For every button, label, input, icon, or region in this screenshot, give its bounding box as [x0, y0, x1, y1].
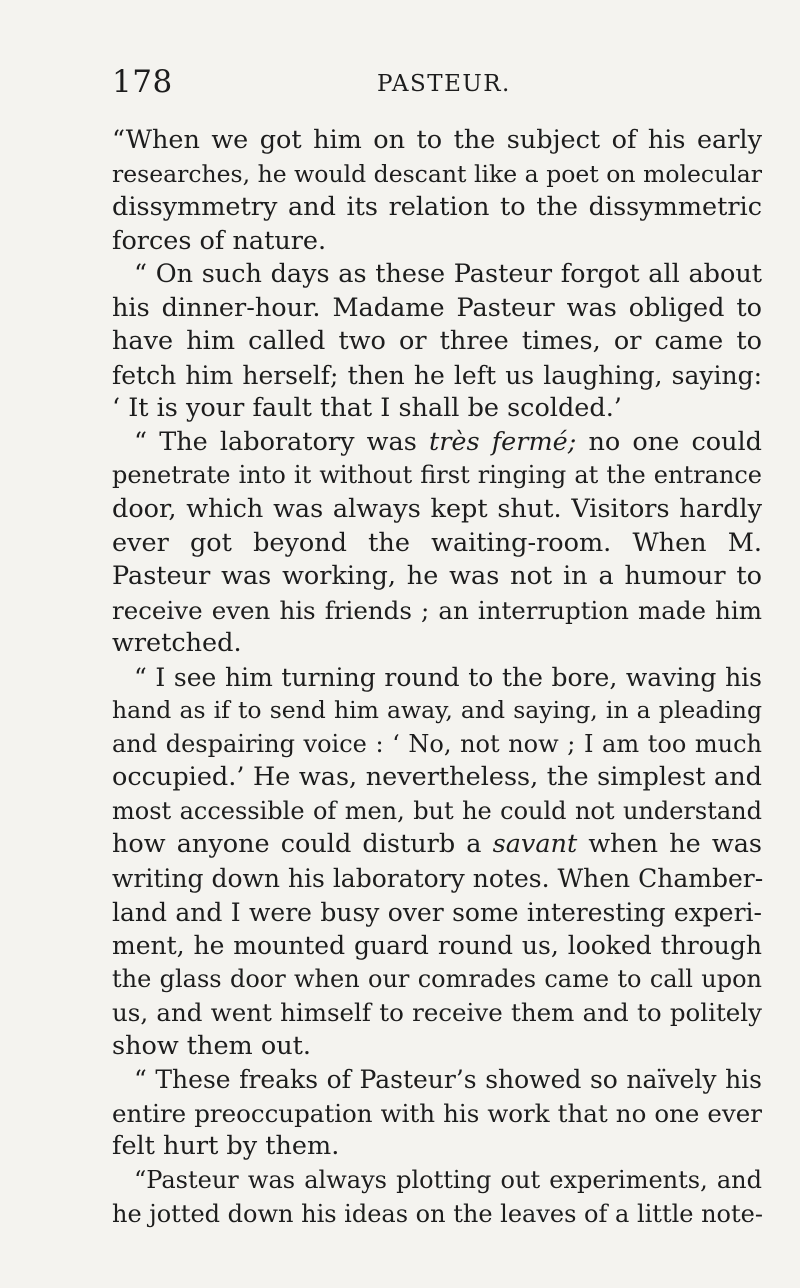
- text-line: penetrate into it without first ringing at the entrance: [112, 461, 762, 490]
- text-line: the glass door when our comrades came to call upon: [112, 964, 762, 993]
- text-segment: how anyone could disturb a: [112, 829, 493, 860]
- text-line: wretched.: [112, 628, 242, 659]
- text-line: “ On such days as these Pasteur forgot all about: [134, 259, 762, 290]
- text-line: “ I see him turning round to the bore, waving his: [134, 662, 762, 692]
- text-line: ‘ It is your fault that I shall be scolded.’: [112, 393, 622, 424]
- text-line: dissymmetry and its relation to the dissymmetric: [112, 192, 762, 223]
- text-line: ever got beyond the waiting-room. When M.: [112, 527, 762, 558]
- text-line: show them out.: [112, 1030, 311, 1061]
- text-line: and despairing voice : ‘ No, not now ; I am too much: [112, 729, 762, 758]
- italic-phrase: très fermé;: [428, 426, 577, 457]
- text-segment: “ The laboratory was: [134, 426, 429, 457]
- text-line: land and I were busy over some interesting experi-: [112, 897, 762, 927]
- text-line: us, and went himself to receive them and to politely: [112, 998, 762, 1028]
- text-line: he jotted down his ideas on the leaves of a little note-: [112, 1199, 763, 1228]
- text-line: “ These freaks of Pasteur’s showed so naïvely his: [134, 1065, 762, 1095]
- text-line: entire preoccupation with his work that no one ever: [112, 1098, 762, 1128]
- running-head: PASTEUR.: [377, 71, 511, 97]
- text-line: occupied.’ He was, nevertheless, the simplest and: [112, 762, 762, 793]
- text-line-with-italic: [112, 426, 762, 460]
- text-line: researches, he would descant like a poet on molecular: [112, 159, 762, 188]
- text-line: “Pasteur was always plotting out experiments, and: [134, 1165, 762, 1194]
- text-line: most accessible of men, but he could not understand: [112, 796, 762, 825]
- text-line: “When we got him on to the subject of his early: [112, 125, 762, 155]
- text-line: forces of nature.: [112, 225, 327, 256]
- text-line: have him called two or three times, or came to: [112, 326, 762, 357]
- text-line: felt hurt by them.: [112, 1131, 340, 1162]
- italic-word: savant: [492, 829, 578, 860]
- text-line: writing down his laboratory notes. When Chamber-: [112, 864, 764, 894]
- text-line: hand as if to send him away, and saying, in a pleading: [112, 696, 762, 725]
- text-line: his dinner-hour. Madame Pasteur was obliged to: [112, 292, 762, 323]
- text-segment: when he was: [577, 829, 762, 860]
- page-header: [112, 62, 720, 102]
- page-number: 178: [112, 64, 173, 100]
- text-line-with-italic: [112, 828, 762, 862]
- text-line: receive even his friends ; an interruption made him: [112, 595, 762, 625]
- text-line: fetch him herself; then he left us laughing, saying:: [112, 360, 762, 390]
- body-text: [112, 124, 762, 1231]
- text-line: Pasteur was working, he was not in a humour to: [112, 561, 762, 592]
- text-segment: no one could: [576, 426, 762, 457]
- text-line: ment, he mounted guard round us, looked through: [112, 931, 762, 961]
- text-line: door, which was always kept shut. Visitors hardly: [112, 494, 762, 525]
